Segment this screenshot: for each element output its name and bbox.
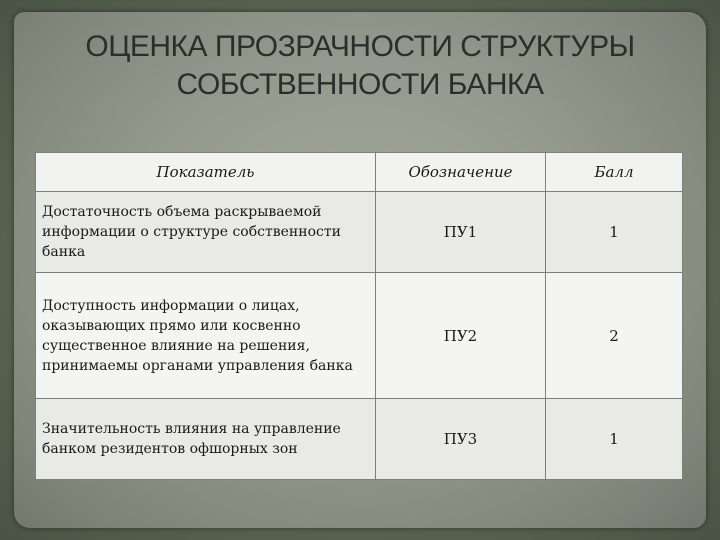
score-cell: 1 — [546, 399, 683, 480]
score-cell: 1 — [546, 192, 683, 273]
table-header-row — [36, 153, 683, 192]
header-designation: Обозначение — [376, 153, 546, 192]
designation-cell: ПУ1 — [376, 192, 546, 273]
indicator-cell: Значительность влияния на управление банком резидентов офшорных зон — [36, 399, 376, 480]
designation-cell: ПУ2 — [376, 273, 546, 399]
designation-cell: ПУ3 — [376, 399, 546, 480]
indicator-cell: Доступность информации о лицах, оказывающих прямо или косвенно существенное влияние на решения, принимаемы органами управления банка — [36, 273, 376, 399]
score-cell: 2 — [546, 273, 683, 399]
header-indicator: Показатель — [36, 153, 376, 192]
header-score: Балл — [546, 153, 683, 192]
title-line-1: ОЦЕНКА ПРОЗРАЧНОСТИ СТРУКТУРЫ — [85, 30, 635, 63]
table-row — [36, 192, 683, 273]
table-row — [36, 273, 683, 399]
assessment-table — [35, 152, 683, 480]
indicator-cell: Достаточность объема раскрываемой информации о структуре собственности банка — [36, 192, 376, 273]
title-line-2: СОБСТВЕННОСТИ БАНКА — [176, 68, 544, 101]
slide-title — [20, 28, 700, 104]
table-row — [36, 399, 683, 480]
